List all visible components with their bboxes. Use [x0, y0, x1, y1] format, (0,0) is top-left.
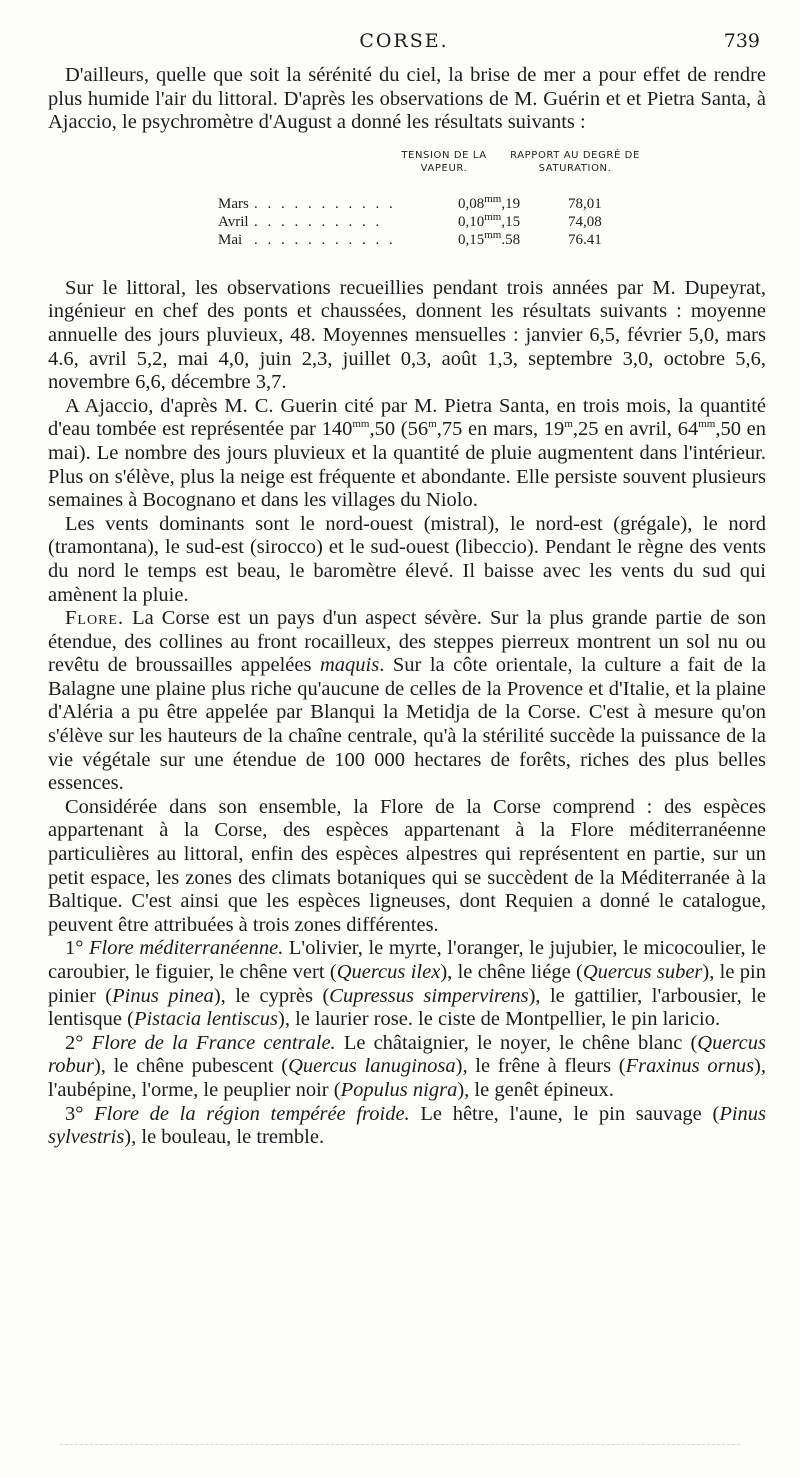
intro-paragraph: D'ailleurs, quelle que soit la sérénité du ciel, la brise de mer a pour effet de rendre plus humide l'air du littoral. D'après les observations de M. Guérin et et Pietra Santa, à Ajaccio, le psychromètre d'August a donné les résultats suivants :	[48, 64, 766, 134]
month-label: Avril	[218, 213, 249, 230]
paragraph-ajaccio: A Ajaccio, d'après M. C. Guerin cité par M. Pietra Santa, en trois mois, la quantité d'eau tombée est représentée par $140^{mm},50$ (56$^m$,75 en mars, 19$^m$,25 en avril, $64^{mm},50$ en mai). Le nombre des jours pluvieux et la quantité de pluie augmentent dans l'intérieur. Plus on s'élève, plus la neige est fréquente et abondante. Elle persiste souvent plusieurs semaines à Bocognano et dans les villages du Niolo.	[48, 394, 767, 512]
paragraph-littoral: Sur le littoral, les observations recueillies pendant trois années par M. Dupeyrat, ingénieur en chef des ponts et chaussées, donnent les résultats suivants : moyenne annuelle des jours pluvieux, 48. Moyennes mensuelles : janvier 6,5, février 5,0, mars 4.6, avril 5,2, mai 4,0, juin 2,3, juillet 0,3, août 1,3, septembre 3,0, octobre 5,6, novembre 6,6, décembre 3,7.	[48, 276, 766, 394]
month-label: Mai	[218, 231, 243, 248]
paragraph-vents: Les vents dominants sont le nord-ouest (mistral), le nord-est (grégale), le nord (tramontana), le sud-est (sirocco) et le sud-ouest (libeccio). Pendant le règne des vents du nord le temps est beau, le baromètre élevé. Il baisse avec les vents du sud qui amènent la pluie.	[48, 512, 766, 606]
running-title: CORSE.	[359, 30, 449, 52]
tension-value: $0,15^{mm}.58$	[458, 228, 521, 248]
leader-dots: . . . . . . . . . . .	[254, 231, 396, 248]
flore-temperee-froide: 3° Flore de la région tempérée froide. Le hêtre, l'aune, le pin sauvage (Pinus sylvestris), le bouleau, le tremble.	[48, 1102, 767, 1149]
header-rapport: RAPPORT AU DEGRÉ DE SATURATION.	[510, 149, 640, 174]
table-row	[218, 192, 668, 213]
leader-dots: . . . . . . . . . .	[254, 213, 383, 230]
page-number: 739	[723, 30, 760, 52]
rapport-value: 74,08	[568, 213, 602, 230]
tension-value: $0,10^{mm},15$	[458, 210, 521, 230]
page-header	[48, 30, 760, 60]
rapport-value: 76.41	[568, 231, 602, 248]
paragraph-flore: Flore. La Corse est un pays d'un aspect sévère. Sur la plus grande partie de son étendue, des collines au front rocailleux, des steppes pierreux montrent un sol nu ou revêtu de broussailles appelées maquis. Sur la côte orientale, la culture a fait de la Balagne une plaine plus riche qu'aucune de celles de la Provence et d'Italie, et la plaine d'Aléria a pu être appelée par Blanqui la Metidja de la Corse. C'est à mesure qu'on s'élève sur les hauteurs de la chaîne centrale, qu'à la stérilité succède la puissance de la vie végétale sur une étendue de 100 000 hectares de forêts, riches des plus belles essences.	[48, 607, 766, 795]
table-row	[218, 210, 668, 231]
paragraph-consideree: Considérée dans son ensemble, la Flore de la Corse comprend : des espèces appartenant à la Corse, des espèces appartenant à la Flore méditerranéenne particulières au littoral, enfin des espèces alpestres qui représentent en partie, sur un petit espace, les zones des climats botaniques qui se succèdent de la Méditerranée à la Baltique. C'est ainsi que les espèces ligneuses, dont Requien a donné le catalogue, peuvent être attribuées à trois zones différentes.	[48, 795, 766, 936]
rapport-value: 78,01	[568, 195, 602, 212]
psychrometer-table	[48, 149, 766, 251]
table-row	[218, 228, 668, 249]
footer-scan-marks	[60, 1440, 740, 1445]
page-body	[48, 64, 766, 1150]
flore-france-centrale: 2° Flore de la France centrale. Le châtaignier, le noyer, le chêne blanc (Quercus robur), le chêne pubescent (Quercus lanuginosa), le frêne à fleurs (Fraxinus ornus), l'aubépine, l'orme, le peuplier noir (Populus nigra), le genêt épineux.	[48, 1031, 766, 1101]
tension-value: $0,08^{mm},19$	[458, 192, 521, 212]
month-label: Mars	[218, 195, 249, 212]
leader-dots: . . . . . . . . . . .	[254, 195, 396, 212]
section-label: Flore.	[65, 607, 125, 630]
flore-mediterraneenne: 1° Flore méditerranéenne. L'olivier, le myrte, l'oranger, le jujubier, le micocoulier, le caroubier, le figuier, le chêne vert (Quercus ilex), le chêne liége (Quercus suber), le pin pinier (Pinus pinea), le cyprès (Cupressus simpervirens), le gattilier, l'arbousier, le lentisque (Pistacia lentiscus), le laurier rose. le ciste de Montpellier, le pin laricio.	[48, 937, 766, 1031]
header-tension: TENSION DE LA VAPEUR.	[401, 149, 487, 174]
